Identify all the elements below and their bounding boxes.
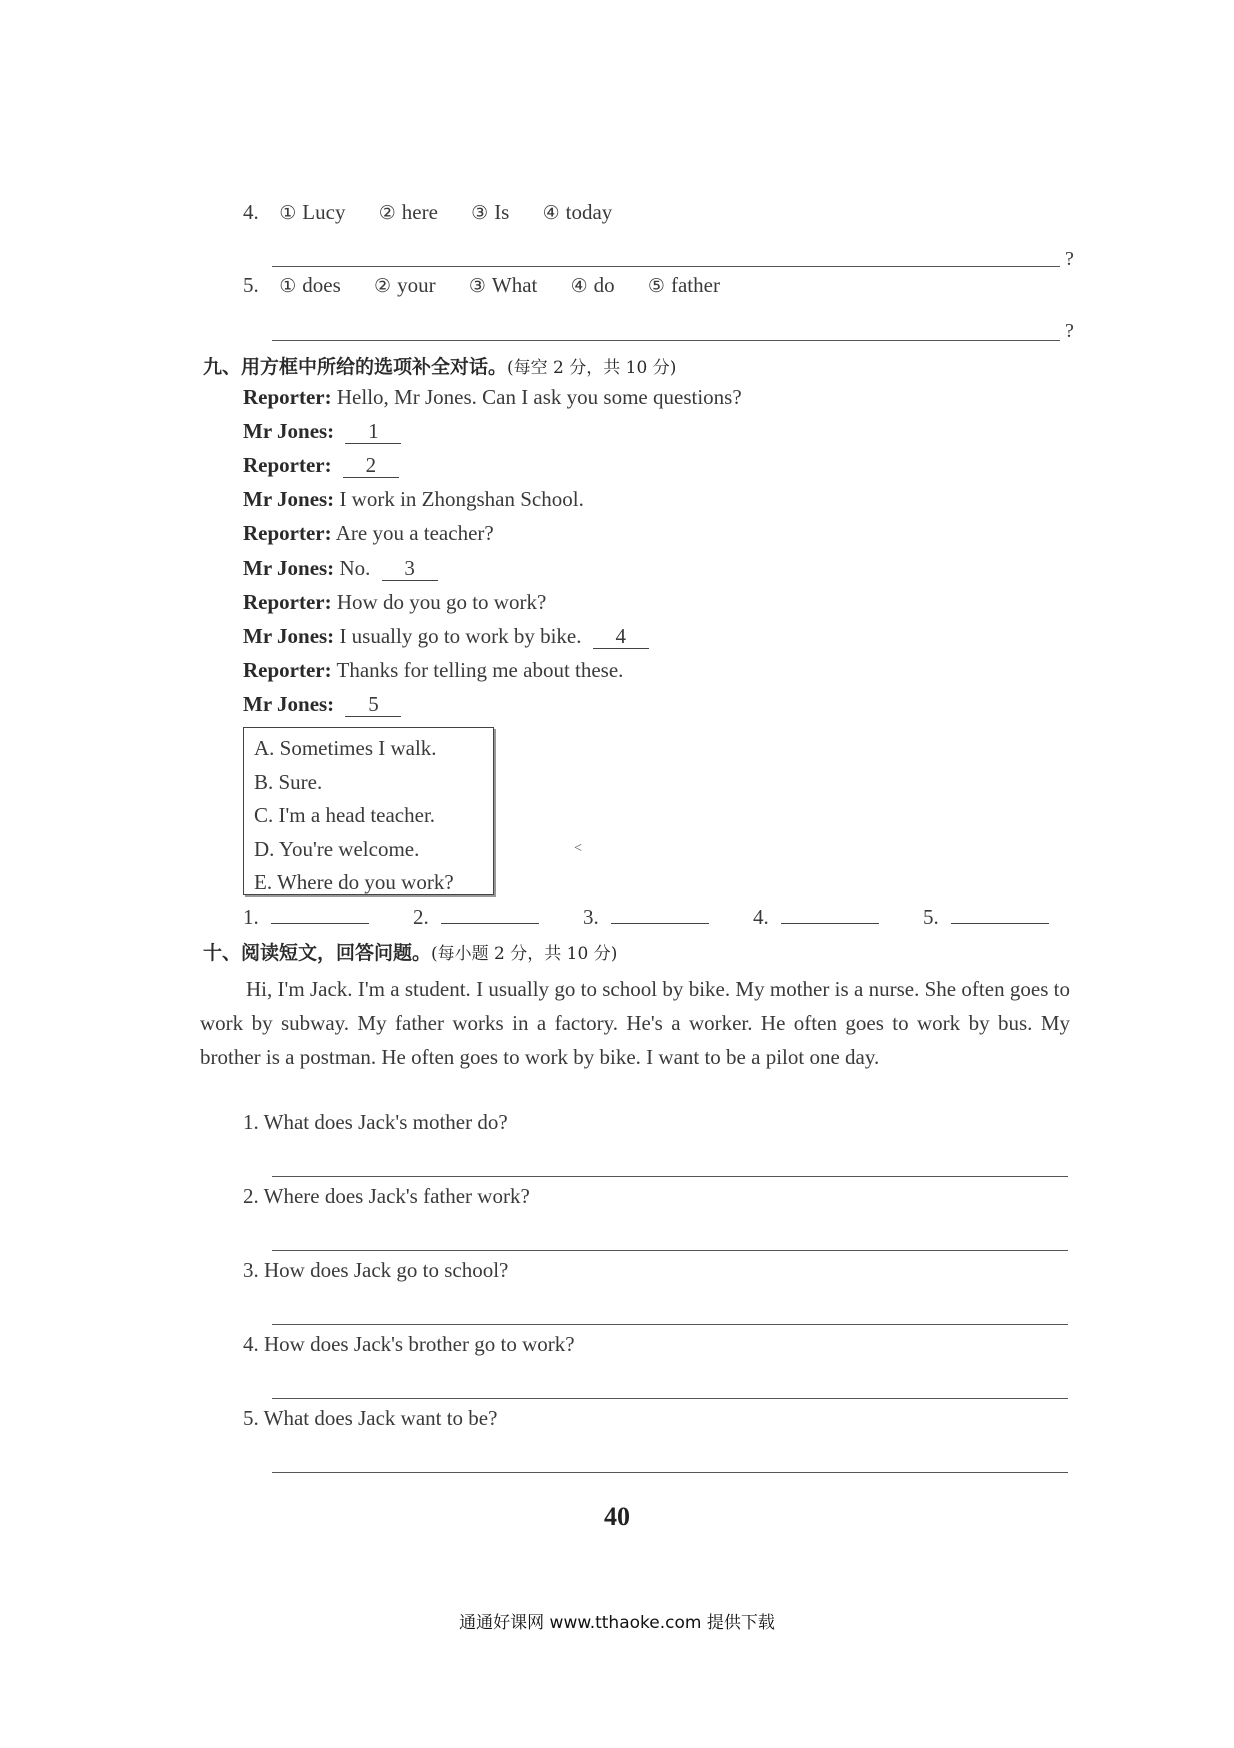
dialogue-text: I usually go to work by bike. [339, 624, 582, 648]
reading-answer-line-2[interactable] [272, 1250, 1068, 1251]
dialogue-line [243, 658, 623, 683]
q4-option-4: ④ today [542, 200, 613, 224]
answer-slot-2[interactable]: 2. [413, 905, 539, 930]
page-number: 40 [604, 1502, 630, 1531]
speaker-label: Mr Jones: [243, 487, 335, 511]
reading-answer-line-1[interactable] [272, 1176, 1068, 1177]
answer-slot-4[interactable]: 4. [753, 905, 879, 930]
dialogue-line [243, 521, 494, 546]
q4-option-1: ① Lucy [279, 200, 346, 224]
choice-item-a: A. Sometimes I walk. [254, 736, 437, 760]
q4-option-3: ③ Is [471, 200, 510, 224]
dialogue-text: Thanks for telling me about these. [336, 658, 624, 682]
section9-score-note: (每空 2 分，共 10 分) [507, 358, 677, 378]
reading-question-5: 5. What does Jack want to be? [243, 1406, 498, 1430]
dialogue-line [243, 453, 399, 478]
reading-question-4: 4. How does Jack's brother go to work? [243, 1332, 575, 1356]
reading-question-2: 2. Where does Jack's father work? [243, 1184, 530, 1208]
dialogue-line [243, 385, 742, 410]
dialogue-line [243, 590, 546, 615]
section9-heading: 九、用方框中所给的选项补全对话。(每空 2 分，共 10 分) [203, 356, 677, 378]
choice-item-b: B. Sure. [254, 769, 323, 794]
dialogue-blank-5[interactable]: 5 [345, 693, 401, 717]
q5-option-5: ⑤ father [647, 273, 720, 297]
dialogue-line [243, 487, 584, 512]
speaker-label: Mr Jones: [243, 624, 335, 648]
q5-option-3: ③ What [468, 273, 538, 297]
dialogue-text: How do you go to work? [336, 590, 547, 614]
dialogue-blank-1[interactable]: 1 [345, 420, 401, 444]
choice-item-d: D. You're welcome. [254, 836, 420, 861]
speaker-label: Reporter: [243, 521, 332, 545]
answer-slot-3[interactable]: 3. [583, 905, 709, 930]
speaker-label: Mr Jones: [243, 556, 335, 580]
reading-question-3: 3. How does Jack go to school? [243, 1258, 509, 1282]
dialogue-line [243, 419, 401, 444]
dialogue-text: I work in Zhongshan School. [339, 487, 584, 511]
speaker-label: Reporter: [243, 453, 332, 477]
dialogue-text: No. [339, 556, 371, 580]
q4-number: 4. [243, 200, 259, 224]
reading-answer-line-3[interactable] [272, 1324, 1068, 1325]
dialogue-text: Are you a teacher? [335, 521, 494, 545]
q5-answer-line[interactable] [272, 340, 1060, 341]
speaker-label: Reporter: [243, 658, 332, 682]
speaker-label: Reporter: [243, 590, 332, 614]
dialogue-blank-4[interactable]: 4 [593, 625, 649, 649]
dialogue-text: Hello, Mr Jones. Can I ask you some questions? [336, 385, 742, 409]
answer-slot-1[interactable]: 1. [243, 905, 369, 930]
dialogue-blank-2[interactable]: 2 [343, 454, 399, 478]
q5-number: 5. [243, 273, 259, 297]
q5-question-mark: ? [1065, 320, 1074, 342]
q4-line [243, 200, 640, 225]
speaker-label: Mr Jones: [243, 419, 335, 443]
q4-answer-line[interactable] [272, 266, 1060, 267]
q4-option-2: ② here [378, 200, 438, 224]
q5-option-2: ② your [374, 273, 436, 297]
q5-option-1: ① does [279, 273, 341, 297]
scan-speck: ˂ [574, 841, 582, 856]
choice-item-e: E. Where do you work? [254, 870, 454, 894]
reading-answer-line-5[interactable] [272, 1472, 1068, 1473]
answer-slot-5[interactable]: 5. [923, 905, 1049, 930]
reading-answer-line-4[interactable] [272, 1398, 1068, 1399]
choices-box [243, 727, 494, 895]
q5-line [243, 273, 748, 298]
q5-option-4: ④ do [570, 273, 615, 297]
reading-passage: Hi, I'm Jack. I'm a student. I usually go to school by bike. My mother is a nurse. She often goes to work by subway. My father works in a factory. He's a worker. He often goes to work by bus. My brother is a postman. He often goes to work by bike. I want to be a pilot one day. [200, 977, 1070, 1069]
speaker-label: Mr Jones: [243, 692, 335, 716]
footer-credit: 通通好课网 www.tthaoke.com 提供下载 [459, 1613, 775, 1633]
dialogue-line [243, 624, 649, 649]
choice-item-c: C. I'm a head teacher. [254, 803, 436, 827]
speaker-label: Reporter: [243, 385, 332, 409]
dialogue-blank-3[interactable]: 3 [382, 557, 438, 581]
dialogue-line [243, 692, 401, 717]
section10-heading: 十、阅读短文，回答问题。(每小题 2 分，共 10 分) [203, 942, 618, 964]
section10-score-note: (每小题 2 分，共 10 分) [431, 944, 618, 964]
reading-question-1: 1. What does Jack's mother do? [243, 1110, 508, 1134]
dialogue-line [243, 556, 438, 581]
q4-question-mark: ? [1065, 248, 1074, 270]
